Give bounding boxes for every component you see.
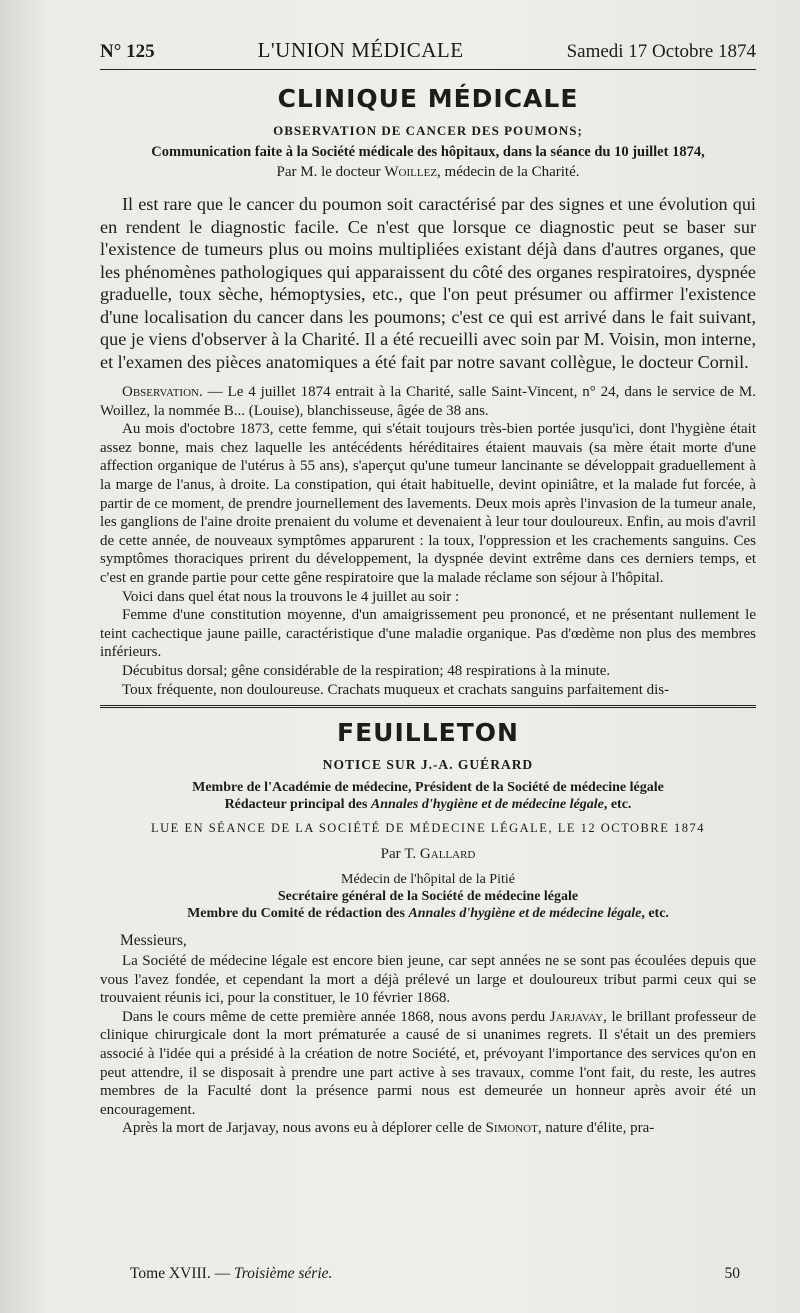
byline-name: T. Gallard (404, 846, 476, 863)
notice-subject-line-1: Membre de l'Académie de médecine, Président de la Société de médecine légale (192, 780, 664, 796)
observation-paragraph-4: Femme d'une constitution moyenne, d'un amaigrissement peu prononcé, et ne présentant nullement le teint cachectique jaune paille, caractéristique d'une maladie organique. Pas d'œdème non plus des membres inférieurs. (100, 607, 756, 661)
affiliation-2: Secrétaire général de la Société de médecine légale (277, 889, 579, 905)
observation-paragraph-5: Décubitus dorsal; gêne considérable de la respiration; 48 respirations à la minute. (122, 662, 611, 679)
page-number: 50 (724, 1265, 740, 1282)
salutation: Messieurs, (120, 932, 187, 950)
observation-paragraph-6: Toux fréquente, non douloureuse. Crachats muqueux et crachats sanguins parfaitement dis- (122, 681, 670, 698)
feuilleton-p2-a: Dans le cours même de cette première année 1868, nous avons perdu (122, 1008, 550, 1025)
feuilleton-p3-name: Simonot (485, 1120, 538, 1137)
observation-paragraph-1 (100, 383, 756, 420)
feuilleton-paragraph-1: La Société de médecine légale est encore bien jeune, car sept années ne se sont pas écoulées depuis que vous l'avez fondée, et cependant la mort a déjà prélevé un large et douloureux tribut parmi ceux qui se trouvaient réunis ici, pour la constituer, le 10 février 1868. (100, 953, 756, 1007)
feuilleton-p3-b: , nature d'élite, pra- (537, 1120, 655, 1137)
affiliation-3-prefix: Membre du Comité de rédaction des (187, 906, 409, 922)
affiliation-3-suffix: , etc. (641, 906, 669, 922)
byline (100, 846, 756, 863)
affiliation-3 (100, 905, 756, 922)
observation-lead: Observation. (122, 384, 203, 400)
issue-date: Samedi 17 Octobre 1874 (566, 41, 756, 62)
author-suffix: , médecin de la Charité. (437, 164, 580, 180)
journal-title: L'UNION MÉDICALE (257, 38, 464, 62)
observation-text-1: — Le 4 juillet 1874 entrait à la Charité, salle Saint-Vincent, n° 24, dans le service de M. Woillez, la nommée B... (Louise), blanchisseuse, âgée de 38 ans. (100, 384, 756, 419)
notice-line-2-suffix: , etc. (603, 797, 632, 813)
issue-number: N° 125 (100, 41, 155, 62)
affiliation-3-journal: Annales d'hygiène et de médecine légale (408, 906, 642, 922)
author-line (100, 164, 756, 181)
section-title-clinique: CLINIQUE MÉDICALE (277, 84, 579, 113)
byline-prefix: Par (380, 846, 405, 863)
observation-title: OBSERVATION DE CANCER DES POUMONS; (273, 123, 583, 138)
feuilleton-paragraph-2 (100, 1008, 756, 1120)
volume-series: Troisième série. (233, 1265, 333, 1282)
volume-prefix: Tome XVIII. — (130, 1265, 234, 1282)
section-divider (100, 705, 756, 708)
notice-title: NOTICE SUR J.-A. GUÉRARD (322, 757, 534, 773)
feuilleton-paragraph-3 (100, 1119, 756, 1138)
read-at-line: LUE EN SÉANCE DE LA SOCIÉTÉ DE MÉDECINE LÉGALE, LE 12 OCTOBRE 1874 (151, 821, 705, 836)
notice-subject-line-2 (100, 796, 756, 813)
affiliation-1: Médecin de l'hôpital de la Pitié (341, 872, 515, 888)
volume-line (130, 1265, 332, 1283)
author-prefix: Par M. le docteur (276, 164, 385, 180)
section-title-feuilleton: FEUILLETON (337, 718, 519, 748)
notice-line-2-prefix: Rédacteur principal des (224, 797, 371, 813)
author-name: Woillez (384, 164, 438, 180)
feuilleton-p3-a: Après la mort de Jarjavay, nous avons eu à déplorer celle de (122, 1120, 486, 1137)
notice-line-2-journal: Annales d'hygiène et de médecine légale (370, 797, 604, 813)
feuilleton-p2-b: , le brillant professeur de clinique chirurgicale dont la mort prématurée a causé de si unanimes regrets. Il s'était un des premiers associé à l'idée qui a présidé à la création de notre Société, et, prévoyant l'importance des services qu'on en peut attendre, il se disposait à prendre une part active à ses travaux, comme l'ont fait, du reste, les autres membres de la Faculté dont la présence parmi nous est demeurée un honneur après avoir été un encouragement. (100, 1008, 756, 1118)
feuilleton-p2-name: Jarjavay (549, 1008, 604, 1025)
observation-paragraph-2: Au mois d'octobre 1873, cette femme, qui s'était toujours très-bien portée jusqu'ici, dont l'hygiène était assez bonne, mais chez laquelle les antécédents héréditaires étaient mauvais (sa mère était morte d'une affection organique de l'utérus à 55 ans), s'aperçut qu'une tumeur lancinante se développait graduellement à la marge de l'anus, à droite. La constipation, qui était habituelle, devint opiniâtre, et la malade fut forcée, à partir de ce moment, de prendre journellement des lavements. Deux mois après l'invasion de la tumeur anale, les ganglions de l'aine droite prenaient du volume et devenaient à leur tour douloureux. Enfin, au mois d'avril de cette année, de nouveaux symptômes apparurent : la toux, l'oppression et les crachements sanguins. Ces symptômes thoraciques prirent du développement, la dyspnée devint extrême dans ces derniers temps, et c'est en grande partie pour cette gêne respiratoire que la malade réclame son séjour à l'hôpital. (100, 421, 756, 586)
page-footer (130, 1265, 740, 1283)
communication-note: Communication faite à la Société médicale des hôpitaux, dans la séance du 10 juillet 1874, (151, 144, 705, 160)
intro-paragraph: Il est rare que le cancer du poumon soit caractérisé par des signes et une évolution qui en rendent le diagnostic facile. Ce n'est que lorsque ce diagnostic peut se baser sur l'existence de tumeurs plus ou moins multipliées existant déjà dans d'autres organes, que les phénomènes pathologiques qui apparaissent du côté des organes respiratoires, dyspnée graduelle, toux sèche, hémoptysies, etc., que l'on peut présumer ou affirmer l'existence d'une localisation du cancer dans les poumons; c'est ce qui est arrivé dans le fait suivant, que je viens d'observer à la Charité. Il a été recueilli avec soin par M. Voisin, mon interne, et l'examen des pièces anatomiques a été fait par notre savant collègue, le docteur Cornil. (100, 194, 756, 372)
observation-paragraph-3: Voici dans quel état nous la trouvons le 4 juillet au soir : (122, 588, 460, 605)
running-header (100, 30, 756, 70)
